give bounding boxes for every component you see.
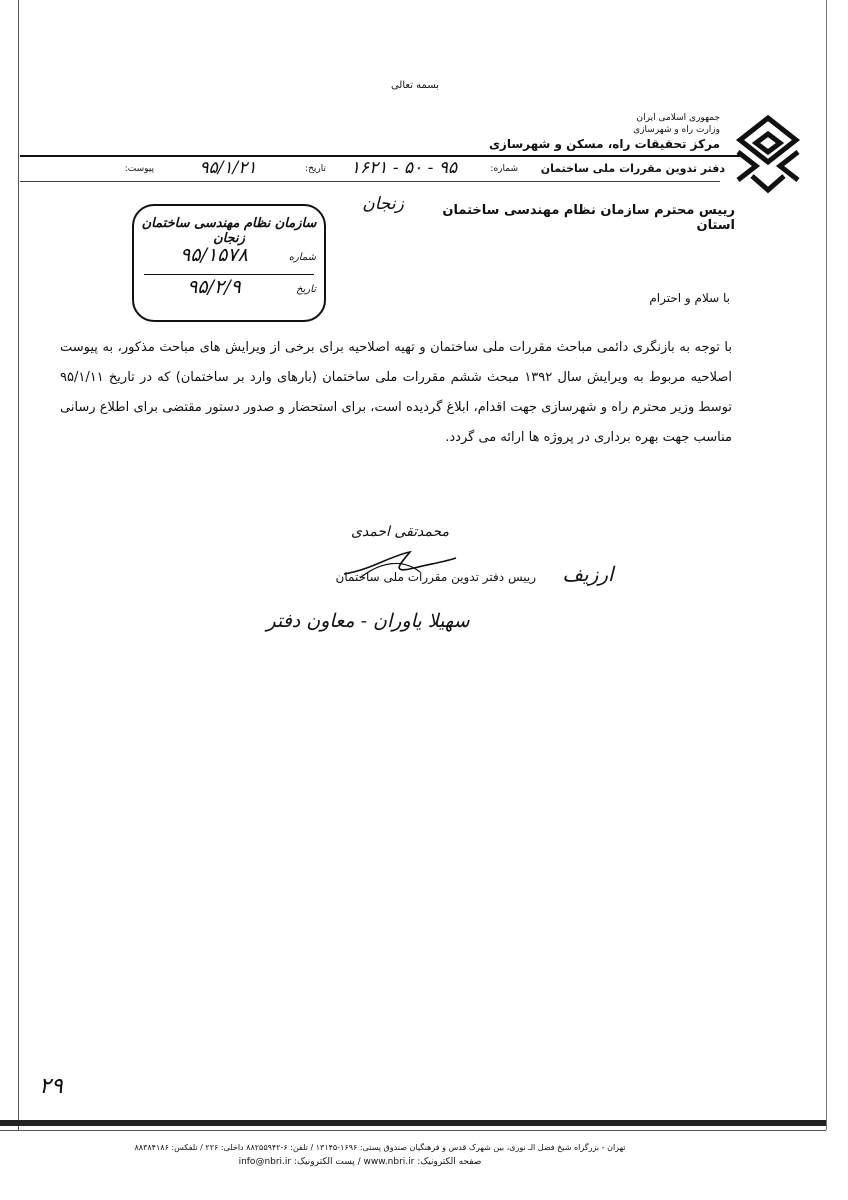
- footer-rule: [0, 1130, 826, 1131]
- greeting: با سلام و احترام: [649, 291, 730, 305]
- page-mark: ۲۹: [39, 1074, 63, 1099]
- handwritten-side-note: ارزیف: [562, 562, 614, 586]
- footer-address: تهران - بزرگراه شیخ فضل الـ نوری، بین شهرک قدس و فرهنگیان صندوق پستی: ۱۶۹۶-۱۳۱۴۵ / تلفن: ۶-۸۸۲۵۵۹۴۲ داخلی: ۲۲۶ / تلفکس: ۸۸۳۸۴۱۸۶: [134, 1143, 626, 1152]
- stamp-date-value: ۹۵/۲/۹: [187, 276, 241, 298]
- recipient-province: زنجان: [362, 194, 404, 214]
- org-line-3: مرکز تحقیقات راه، مسکن و شهرسازی: [488, 137, 720, 151]
- header-rule: [20, 155, 740, 157]
- stamp-number-value: ۹۵/۱۵۷۸: [180, 244, 248, 266]
- scan-edge-left: [18, 0, 19, 1130]
- footer-web: صفحه الکترونیک: www.nbri.ir / پست الکترونیک: info@nbri.ir: [238, 1157, 482, 1167]
- handwritten-note: سهیلا یاوران - معاون دفتر: [266, 610, 470, 632]
- attachment-label: پیوست:: [124, 164, 154, 174]
- recipient-salutation: رییس محترم سازمان نظام مهندسی ساختمان استان: [442, 203, 735, 233]
- signatory-name: محمدتقی احمدی: [350, 524, 450, 540]
- stamp-date-label: تاریخ: [296, 284, 316, 295]
- scan-edge-right: [826, 0, 827, 1130]
- signatory-title: رییس دفتر تدوین مقررات ملی ساختمان: [335, 570, 536, 584]
- footer-bar: [0, 1120, 826, 1126]
- stamp-org: سازمان نظام مهندسی ساختمان زنجان: [141, 216, 317, 246]
- body-paragraph: با توجه به بازنگری دائمی مباحث مقررات ملی ساختمان و تهیه اصلاحیه برای برخی از ویرایش های مباحث مذکور، به پیوست اصلاحیه مربوط به ویرایش سال ۱۳۹۲ مبحث ششم مقررات ملی ساختمان (بارهای وارد بر ساختمان) که در تاریخ ۹۵/۱/۱۱ توسط وزیر محترم راه و شهرسازی جهت اقدام، ابلاغ گردیده است، برای استحضار و صدور دستور مقتضی برای اطلاع رسانی مناسب جهت بهره برداری در پروژه ها ارائه می گردد.: [60, 340, 732, 445]
- receipt-stamp: [132, 204, 326, 322]
- org-line-2: وزارت راه و شهرسازی: [633, 125, 720, 135]
- date-value: ۹۵/۱/۲۱: [199, 158, 257, 178]
- stamp-divider: [144, 274, 314, 275]
- number-label: شماره:: [490, 164, 518, 174]
- date-label: تاریخ:: [305, 164, 326, 174]
- organization-logo: [728, 112, 808, 198]
- invocation: بسمه تعالی: [390, 80, 440, 91]
- number-value: ۹۵ - ۵۰ - ۱۶۲۱: [350, 158, 458, 178]
- field-rule: [20, 181, 720, 182]
- org-line-4: دفتر تدوین مقررات ملی ساختمان: [540, 162, 725, 175]
- org-line-1: جمهوری اسلامی ایران: [636, 113, 720, 123]
- stamp-number-label: شماره: [288, 252, 316, 263]
